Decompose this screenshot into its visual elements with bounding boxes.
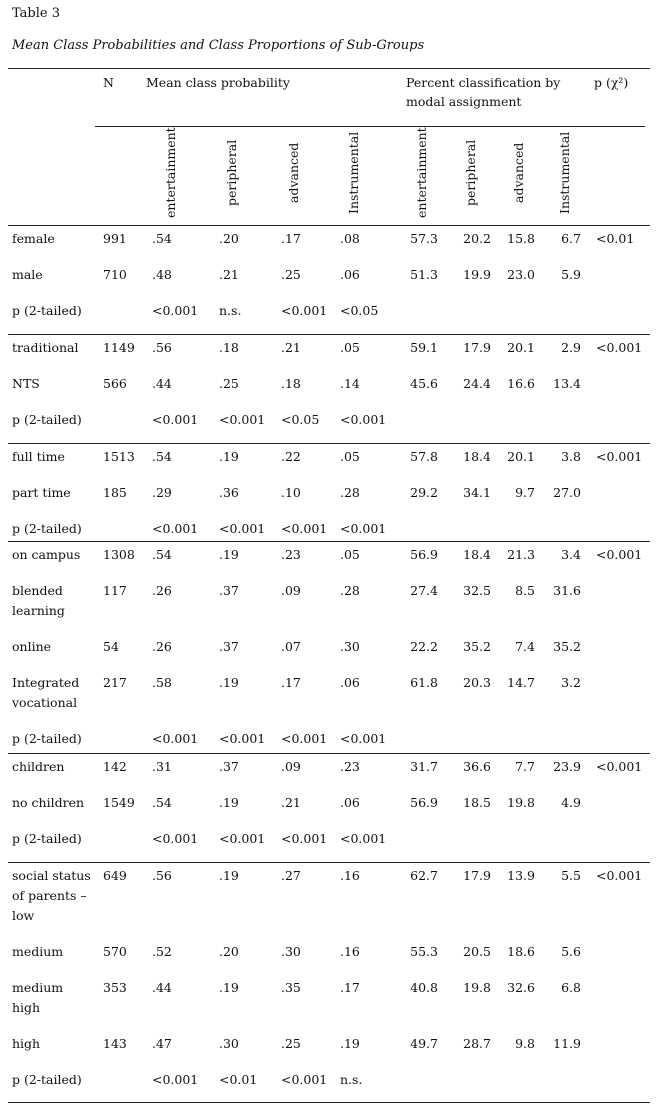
cell-percent: 13.9	[507, 868, 535, 883]
cell-mean-prob: .56	[152, 340, 172, 355]
cell-mean-prob: .09	[281, 583, 301, 598]
cell-percent: 3.2	[561, 675, 581, 690]
header-prob-peripheral: peripheral	[224, 139, 239, 206]
cell-percent: 2.9	[561, 340, 581, 355]
cell-mean-prob: .29	[152, 485, 172, 500]
cell-percent: 24.4	[463, 376, 491, 391]
cell-mean-prob: .47	[152, 1036, 172, 1051]
cell-percent: 13.4	[553, 376, 581, 391]
cell-mean-prob: .19	[219, 675, 239, 690]
cell-mean-prob: .28	[340, 583, 360, 598]
cell-percent: 17.9	[463, 868, 491, 883]
cell-mean-prob: .05	[340, 449, 360, 464]
cell-mean-prob: .09	[281, 759, 301, 774]
cell-n: 217	[103, 675, 127, 690]
cell-mean-prob: <0.001	[152, 831, 199, 846]
cell-mean-prob: .25	[219, 376, 239, 391]
cell-percent: 11.9	[553, 1036, 581, 1051]
row-label: medium	[12, 944, 64, 959]
cell-mean-prob: .54	[152, 449, 172, 464]
cell-percent: 29.2	[410, 485, 438, 500]
row-label: high	[12, 1036, 41, 1051]
group-rule	[8, 753, 650, 754]
header-pct-entertainment: entertainment	[414, 127, 429, 218]
cell-mean-prob: n.s.	[340, 1072, 363, 1087]
cell-percent: 36.6	[463, 759, 491, 774]
cell-percent: 56.9	[410, 547, 438, 562]
cell-mean-prob: .06	[340, 675, 360, 690]
cell-mean-prob: .37	[219, 759, 239, 774]
cell-mean-prob: <0.001	[340, 412, 387, 427]
cell-mean-prob: .52	[152, 944, 172, 959]
cell-mean-prob: <0.01	[219, 1072, 258, 1087]
cell-percent: 7.4	[515, 639, 535, 654]
row-label: part time	[12, 485, 71, 500]
cell-mean-prob: .20	[219, 231, 239, 246]
row-label: learning	[12, 603, 65, 618]
cell-mean-prob: n.s.	[219, 303, 242, 318]
cell-mean-prob: <0.001	[340, 521, 387, 536]
cell-percent: 19.8	[507, 795, 535, 810]
cell-n: 1549	[103, 795, 135, 810]
cell-n: 185	[103, 485, 127, 500]
cell-mean-prob: .05	[340, 340, 360, 355]
cell-percent: 20.1	[507, 449, 535, 464]
cell-percent: 6.7	[561, 231, 581, 246]
cell-mean-prob: <0.001	[219, 831, 266, 846]
cell-percent: 14.7	[507, 675, 535, 690]
group-rule	[8, 541, 650, 542]
cell-mean-prob: <0.001	[340, 731, 387, 746]
cell-percent: 6.8	[561, 980, 581, 995]
cell-mean-prob: .05	[340, 547, 360, 562]
cell-mean-prob: <0.001	[281, 731, 328, 746]
cell-mean-prob: .18	[281, 376, 301, 391]
cell-p-chi2: <0.001	[596, 449, 643, 464]
cell-n: 991	[103, 231, 127, 246]
row-label: p (2-tailed)	[12, 831, 82, 846]
cell-mean-prob: <0.001	[281, 521, 328, 536]
cell-mean-prob: <0.05	[281, 412, 320, 427]
cell-percent: 3.8	[561, 449, 581, 464]
cell-percent: 4.9	[561, 795, 581, 810]
cell-percent: 8.5	[515, 583, 535, 598]
cell-mean-prob: .30	[219, 1036, 239, 1051]
cell-percent: 23.9	[553, 759, 581, 774]
cell-mean-prob: .54	[152, 795, 172, 810]
cell-mean-prob: .19	[219, 547, 239, 562]
cell-mean-prob: .08	[340, 231, 360, 246]
cell-mean-prob: <0.05	[340, 303, 379, 318]
cell-n: 142	[103, 759, 127, 774]
cell-percent: 27.4	[410, 583, 438, 598]
cell-mean-prob: .23	[340, 759, 360, 774]
cell-percent: 18.6	[507, 944, 535, 959]
header-percent-classification-line2: modal assignment	[406, 94, 522, 109]
group-rule	[8, 862, 650, 863]
header-prob-advanced: advanced	[286, 142, 301, 203]
cell-mean-prob: .19	[219, 449, 239, 464]
cell-mean-prob: .30	[340, 639, 360, 654]
row-label: p (2-tailed)	[12, 412, 82, 427]
header-prob-instrumental: Instrumental	[346, 131, 361, 214]
row-label: male	[12, 267, 43, 282]
table-title: Mean Class Probabilities and Class Proportions of Sub-Groups	[12, 38, 425, 53]
cell-mean-prob: .25	[281, 267, 301, 282]
cell-n: 1149	[103, 340, 135, 355]
cell-mean-prob: <0.001	[152, 303, 199, 318]
cell-percent: 32.5	[463, 583, 491, 598]
row-label: online	[12, 639, 52, 654]
cell-p-chi2: <0.001	[596, 340, 643, 355]
cell-percent: 19.8	[463, 980, 491, 995]
row-label: female	[12, 231, 55, 246]
cell-percent: 57.3	[410, 231, 438, 246]
cell-percent: 3.4	[561, 547, 581, 562]
cell-mean-prob: .30	[281, 944, 301, 959]
cell-mean-prob: .37	[219, 639, 239, 654]
row-label: p (2-tailed)	[12, 521, 82, 536]
cell-n: 1308	[103, 547, 135, 562]
cell-percent: 9.8	[515, 1036, 535, 1051]
cell-percent: 35.2	[463, 639, 491, 654]
header-pct-peripheral: peripheral	[463, 139, 478, 206]
cell-mean-prob: .07	[281, 639, 301, 654]
cell-percent: 27.0	[553, 485, 581, 500]
cell-mean-prob: .23	[281, 547, 301, 562]
cell-mean-prob: <0.001	[152, 412, 199, 427]
cell-percent: 20.5	[463, 944, 491, 959]
cell-percent: 20.1	[507, 340, 535, 355]
group-rule	[8, 443, 650, 444]
cell-mean-prob: <0.001	[219, 412, 266, 427]
row-label: blended	[12, 583, 63, 598]
row-label: Integrated	[12, 675, 80, 690]
cell-mean-prob: .36	[219, 485, 239, 500]
cell-mean-prob: .06	[340, 795, 360, 810]
cell-percent: 61.8	[410, 675, 438, 690]
cell-mean-prob: .48	[152, 267, 172, 282]
cell-percent: 18.4	[463, 547, 491, 562]
cell-mean-prob: .37	[219, 583, 239, 598]
cell-mean-prob: .17	[281, 231, 301, 246]
cell-percent: 59.1	[410, 340, 438, 355]
cell-mean-prob: <0.001	[340, 831, 387, 846]
cell-mean-prob: .54	[152, 547, 172, 562]
cell-percent: 15.8	[507, 231, 535, 246]
cell-mean-prob: .21	[281, 795, 301, 810]
cell-mean-prob: <0.001	[281, 831, 328, 846]
cell-mean-prob: <0.001	[152, 1072, 199, 1087]
cell-mean-prob: .17	[340, 980, 360, 995]
cell-n: 1513	[103, 449, 135, 464]
cell-percent: 35.2	[553, 639, 581, 654]
cell-mean-prob: .28	[340, 485, 360, 500]
cell-percent: 17.9	[463, 340, 491, 355]
group-rule	[8, 334, 650, 335]
cell-mean-prob: .44	[152, 376, 172, 391]
cell-mean-prob: .25	[281, 1036, 301, 1051]
header-mean-class-probability: Mean class probability	[146, 75, 290, 90]
cell-mean-prob: .56	[152, 868, 172, 883]
cell-percent: 20.3	[463, 675, 491, 690]
cell-n: 143	[103, 1036, 127, 1051]
row-label: low	[12, 908, 35, 923]
cell-percent: 31.7	[410, 759, 438, 774]
row-label: full time	[12, 449, 65, 464]
row-label: children	[12, 759, 65, 774]
cell-n: 649	[103, 868, 127, 883]
cell-mean-prob: .21	[281, 340, 301, 355]
row-label: p (2-tailed)	[12, 1072, 82, 1087]
cell-n: 353	[103, 980, 127, 995]
cell-n: 54	[103, 639, 119, 654]
cell-mean-prob: <0.001	[152, 521, 199, 536]
cell-percent: 56.9	[410, 795, 438, 810]
row-label: p (2-tailed)	[12, 303, 82, 318]
cell-percent: 23.0	[507, 267, 535, 282]
cell-mean-prob: <0.001	[281, 303, 328, 318]
cell-mean-prob: .31	[152, 759, 172, 774]
cell-percent: 45.6	[410, 376, 438, 391]
cell-percent: 51.3	[410, 267, 438, 282]
cell-percent: 49.7	[410, 1036, 438, 1051]
cell-percent: 62.7	[410, 868, 438, 883]
cell-percent: 21.3	[507, 547, 535, 562]
cell-percent: 16.6	[507, 376, 535, 391]
cell-percent: 5.6	[561, 944, 581, 959]
header-n: N	[103, 75, 114, 90]
cell-percent: 5.5	[561, 868, 581, 883]
cell-mean-prob: .19	[340, 1036, 360, 1051]
cell-mean-prob: .35	[281, 980, 301, 995]
row-label: high	[12, 1000, 41, 1015]
cell-mean-prob: .19	[219, 980, 239, 995]
cell-mean-prob: <0.001	[219, 521, 266, 536]
row-label: vocational	[12, 695, 78, 710]
cell-percent: 18.5	[463, 795, 491, 810]
cell-mean-prob: .16	[340, 868, 360, 883]
header-pct-instrumental: Instrumental	[557, 131, 572, 214]
cell-n: 117	[103, 583, 127, 598]
cell-mean-prob: <0.001	[152, 731, 199, 746]
cell-mean-prob: .10	[281, 485, 301, 500]
row-label: NTS	[12, 376, 40, 391]
row-label: traditional	[12, 340, 79, 355]
cell-percent: 31.6	[553, 583, 581, 598]
row-label: p (2-tailed)	[12, 731, 82, 746]
cell-n: 570	[103, 944, 127, 959]
cell-percent: 32.6	[507, 980, 535, 995]
cell-p-chi2: <0.001	[596, 759, 643, 774]
header-pct-advanced: advanced	[511, 142, 526, 203]
row-label: on campus	[12, 547, 81, 562]
cell-mean-prob: .17	[281, 675, 301, 690]
cell-percent: 28.7	[463, 1036, 491, 1051]
cell-mean-prob: .27	[281, 868, 301, 883]
cell-mean-prob: .20	[219, 944, 239, 959]
cell-p-chi2: <0.001	[596, 868, 643, 883]
cell-mean-prob: .22	[281, 449, 301, 464]
header-p-chi2: p (χ²)	[594, 75, 629, 90]
cell-percent: 34.1	[463, 485, 491, 500]
row-label: social status	[12, 868, 91, 883]
row-label: of parents –	[12, 888, 87, 903]
cell-percent: 57.8	[410, 449, 438, 464]
table-number: Table 3	[12, 6, 60, 21]
cell-mean-prob: <0.001	[281, 1072, 328, 1087]
header-percent-classification-line1: Percent classification by	[406, 75, 561, 90]
cell-n: 710	[103, 267, 127, 282]
cell-mean-prob: .18	[219, 340, 239, 355]
cell-percent: 22.2	[410, 639, 438, 654]
cell-percent: 20.2	[463, 231, 491, 246]
cell-mean-prob: .19	[219, 868, 239, 883]
cell-mean-prob: .26	[152, 583, 172, 598]
cell-mean-prob: .16	[340, 944, 360, 959]
cell-percent: 5.9	[561, 267, 581, 282]
cell-n: 566	[103, 376, 127, 391]
cell-percent: 18.4	[463, 449, 491, 464]
row-label: no children	[12, 795, 85, 810]
cell-percent: 55.3	[410, 944, 438, 959]
cell-mean-prob: .21	[219, 267, 239, 282]
cell-p-chi2: <0.01	[596, 231, 635, 246]
header-prob-entertainment: entertainment	[163, 127, 178, 218]
cell-mean-prob: .19	[219, 795, 239, 810]
cell-mean-prob: .14	[340, 376, 360, 391]
cell-mean-prob: .54	[152, 231, 172, 246]
top-rule	[8, 68, 650, 69]
cell-percent: 7.7	[515, 759, 535, 774]
header-bottom-rule	[8, 225, 650, 226]
cell-mean-prob: <0.001	[219, 731, 266, 746]
cell-percent: 40.8	[410, 980, 438, 995]
cell-mean-prob: .26	[152, 639, 172, 654]
row-label: medium	[12, 980, 64, 995]
cell-p-chi2: <0.001	[596, 547, 643, 562]
cell-mean-prob: .58	[152, 675, 172, 690]
group-rule	[8, 1102, 650, 1103]
cell-mean-prob: .06	[340, 267, 360, 282]
cell-mean-prob: .44	[152, 980, 172, 995]
cell-percent: 9.7	[515, 485, 535, 500]
cell-percent: 19.9	[463, 267, 491, 282]
